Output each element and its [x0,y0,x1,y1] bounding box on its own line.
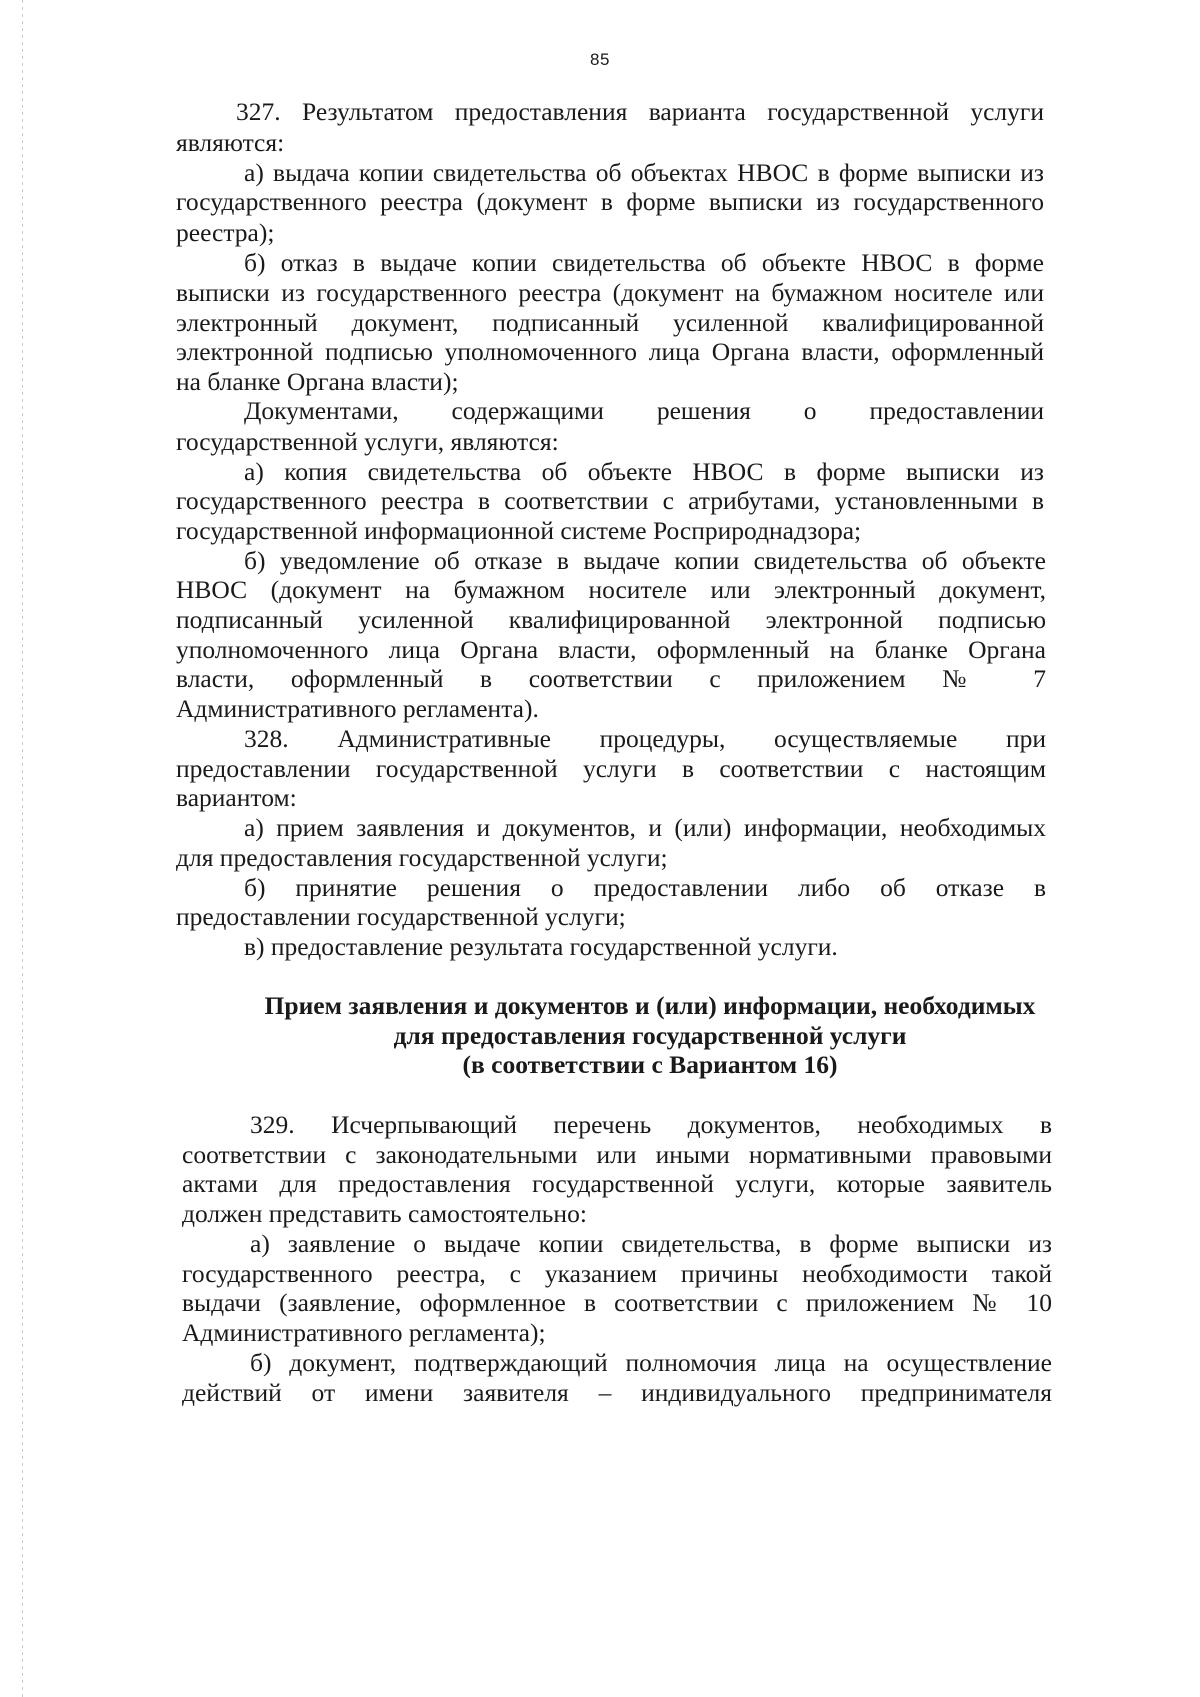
text-line: а) прием заявления и документов, и (или) информации, необходимых [244,813,1046,842]
text-line: соответствии с законодательными или иными нормативными правовыми [182,1140,1052,1169]
text-line: государственного реестра (документ в форме выписки из государственного [176,187,1044,216]
section-heading-line: (в соответствии с Вариантом 16) [462,1050,838,1079]
text-line: 328. Административные процедуры, осуществляемые при [244,724,1046,753]
text-line: а) копия свидетельства об объекте НВОС в форме выписки из [244,457,1044,486]
text-line: Административного регламента). [176,694,539,723]
text-line: 327. Результатом предоставления варианта государственной услуги [236,97,1044,126]
text-line: Документами, содержащими решения о предоставлении [244,396,1044,425]
text-line: электронной подписью уполномоченного лица Органа власти, оформленный [176,337,1044,366]
text-line: б) уведомление об отказе в выдаче копии свидетельства об объекте [244,546,1046,575]
text-line: НВОС (документ на бумажном носителе или электронный документ, [176,575,1046,604]
text-line: актами для предоставления государственной услуги, которые заявитель [182,1169,1052,1198]
text-line: являются: [176,128,285,157]
text-line: власти, оформленный в соответствии с приложением № 7 [176,664,1046,693]
section-heading-line: для предоставления государственной услуги [393,1021,907,1050]
text-line: а) выдача копии свидетельства об объектах НВОС в форме выписки из [244,158,1044,187]
text-line: б) принятие решения о предоставлении либо об отказе в [244,873,1046,902]
text-line: государственного реестра в соответствии с атрибутами, установленными в [176,486,1044,515]
page-number: 85 [590,50,610,69]
text-line: вариантом: [176,783,297,812]
text-line: государственного реестра, с указанием причины необходимости такой [182,1259,1052,1288]
text-line: выписки из государственного реестра (документ на бумажном носителе или [176,278,1044,307]
text-line: б) документ, подтверждающий полномочия лица на осуществление [250,1348,1052,1377]
text-line: электронный документ, подписанный усиленной квалифицированной [176,308,1044,337]
text-line: реестра); [176,218,275,247]
text-line: должен представить самостоятельно: [182,1199,587,1228]
text-line: 329. Исчерпывающий перечень документов, необходимых в [250,1110,1052,1139]
text-line: подписанный усиленной квалифицированной электронной подписью [176,605,1046,634]
text-line: для предоставления государственной услуги; [176,843,668,872]
text-line: уполномоченного лица Органа власти, оформленный на бланке Органа [176,635,1046,664]
text-line: а) заявление о выдаче копии свидетельства, в форме выписки из [250,1229,1052,1258]
text-line: на бланке Органа власти); [176,367,459,396]
text-line: в) предоставление результата государственной услуги. [244,932,838,961]
text-line: предоставлении государственной услуги; [176,902,626,931]
text-line: государственной информационной системе Росприроднадзора; [176,516,862,545]
text-line: действий от имени заявителя – индивидуального предпринимателя [182,1378,1052,1407]
text-line: Административного регламента); [182,1318,546,1347]
text-line: предоставлении государственной услуги в соответствии с настоящим [176,754,1046,783]
text-line: выдачи (заявление, оформленное в соответствии с приложением № 10 [182,1288,1052,1317]
text-line: б) отказ в выдаче копии свидетельства об объекте НВОС в форме [244,248,1044,277]
text-line: государственной услуги, являются: [176,427,559,456]
section-heading-line: Прием заявления и документов и (или) информации, необходимых [264,991,1036,1020]
